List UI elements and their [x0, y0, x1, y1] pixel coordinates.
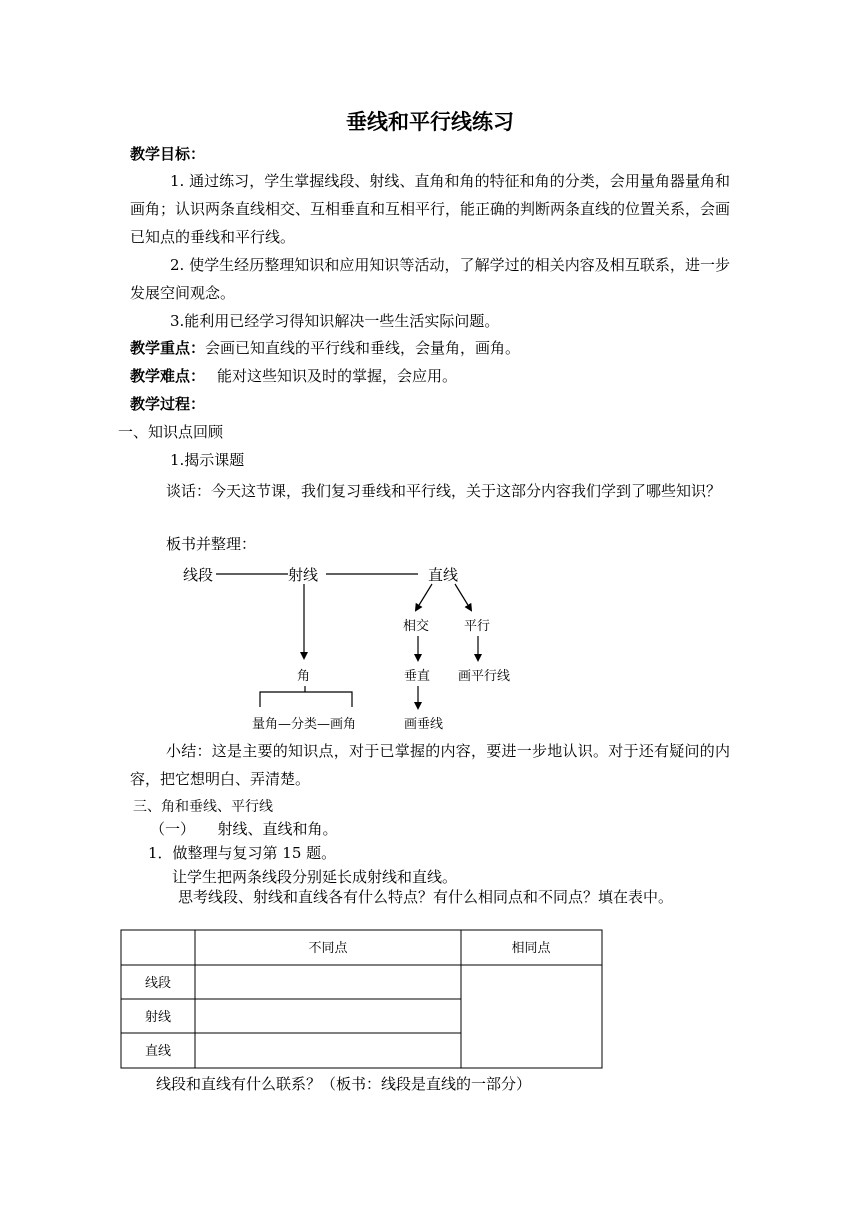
difficulty-text: 能对这些知识及时的掌握，会应用。 [217, 367, 458, 385]
node-draw-parallel: 画平行线 [458, 669, 511, 684]
goal-item-1: 1. 通过练习，学生掌握线段、射线、直角和角的特征和角的分类，会用量角器量角和画角；认识两条直线相交、互相垂直和互相平行，能正确的判断两条直线的位置关系，会画已知点的垂线和平行线。 [130, 172, 731, 246]
section3-task1-b: 思考线段、射线和直线各有什么特点？有什么相同点和不同点？填在表中。 [178, 888, 674, 906]
relation-question: 线段和直线有什么联系？（板书：线段是直线的一部分） [156, 1075, 532, 1093]
table-header-diff: 不同点 [308, 941, 348, 956]
summary: 小结：这是主要的知识点，对于已掌握的内容，要进一步地认识。对于还有疑问的内容，把它想明白、弄清楚。 [130, 742, 730, 788]
section3-heading: 三、角和垂线、平行线 [133, 799, 273, 815]
page-title: 垂线和平行线练习 [346, 110, 514, 134]
node-angle-ops: 量角—分类—画角 [252, 717, 357, 732]
key-point-label: 教学重点： [130, 339, 206, 357]
section3-task1-a: 让学生把两条线段分别延长成射线和直线。 [172, 868, 458, 886]
node-angle: 角 [297, 669, 311, 684]
node-draw-perpendicular: 画垂线 [404, 717, 444, 732]
section1-talk: 谈话：今天这节课，我们复习垂线和平行线，关于这部分内容我们学到了哪些知识？ [166, 482, 722, 500]
table-row-line: 直线 [144, 1044, 172, 1059]
section3-task1: 1．做整理与复习第 15 题。 [148, 844, 337, 862]
node-perpendicular: 垂直 [404, 669, 431, 684]
goal-item-3: 3.能利用已经学习得知识解决一些生活实际问题。 [170, 312, 500, 330]
process-label: 教学过程： [130, 395, 206, 413]
node-line: 直线 [428, 566, 459, 584]
node-intersect: 相交 [403, 619, 430, 634]
board-label: 板书并整理： [166, 535, 257, 553]
difficulty-label: 教学难点： [130, 367, 206, 385]
table-row-segment: 线段 [144, 976, 172, 991]
table-row-ray: 射线 [144, 1010, 172, 1025]
node-ray: 射线 [288, 566, 319, 584]
section3-part1: （一） 射线、直线和角。 [150, 820, 338, 838]
goals-label: 教学目标： [130, 145, 206, 163]
key-point-text: 会画已知直线的平行线和垂线，会量角，画角。 [205, 339, 521, 357]
node-parallel: 平行 [464, 619, 491, 634]
node-segment: 线段 [183, 566, 214, 584]
goal-item-2: 2. 使学生经历整理知识和应用知识等活动，了解学过的相关内容及相互联系，进一步发展空间观念。 [130, 256, 730, 302]
table-header-same: 相同点 [511, 941, 551, 956]
section1-sub: 1.揭示课题 [170, 451, 245, 469]
section1-heading: 一、知识点回顾 [118, 423, 224, 441]
